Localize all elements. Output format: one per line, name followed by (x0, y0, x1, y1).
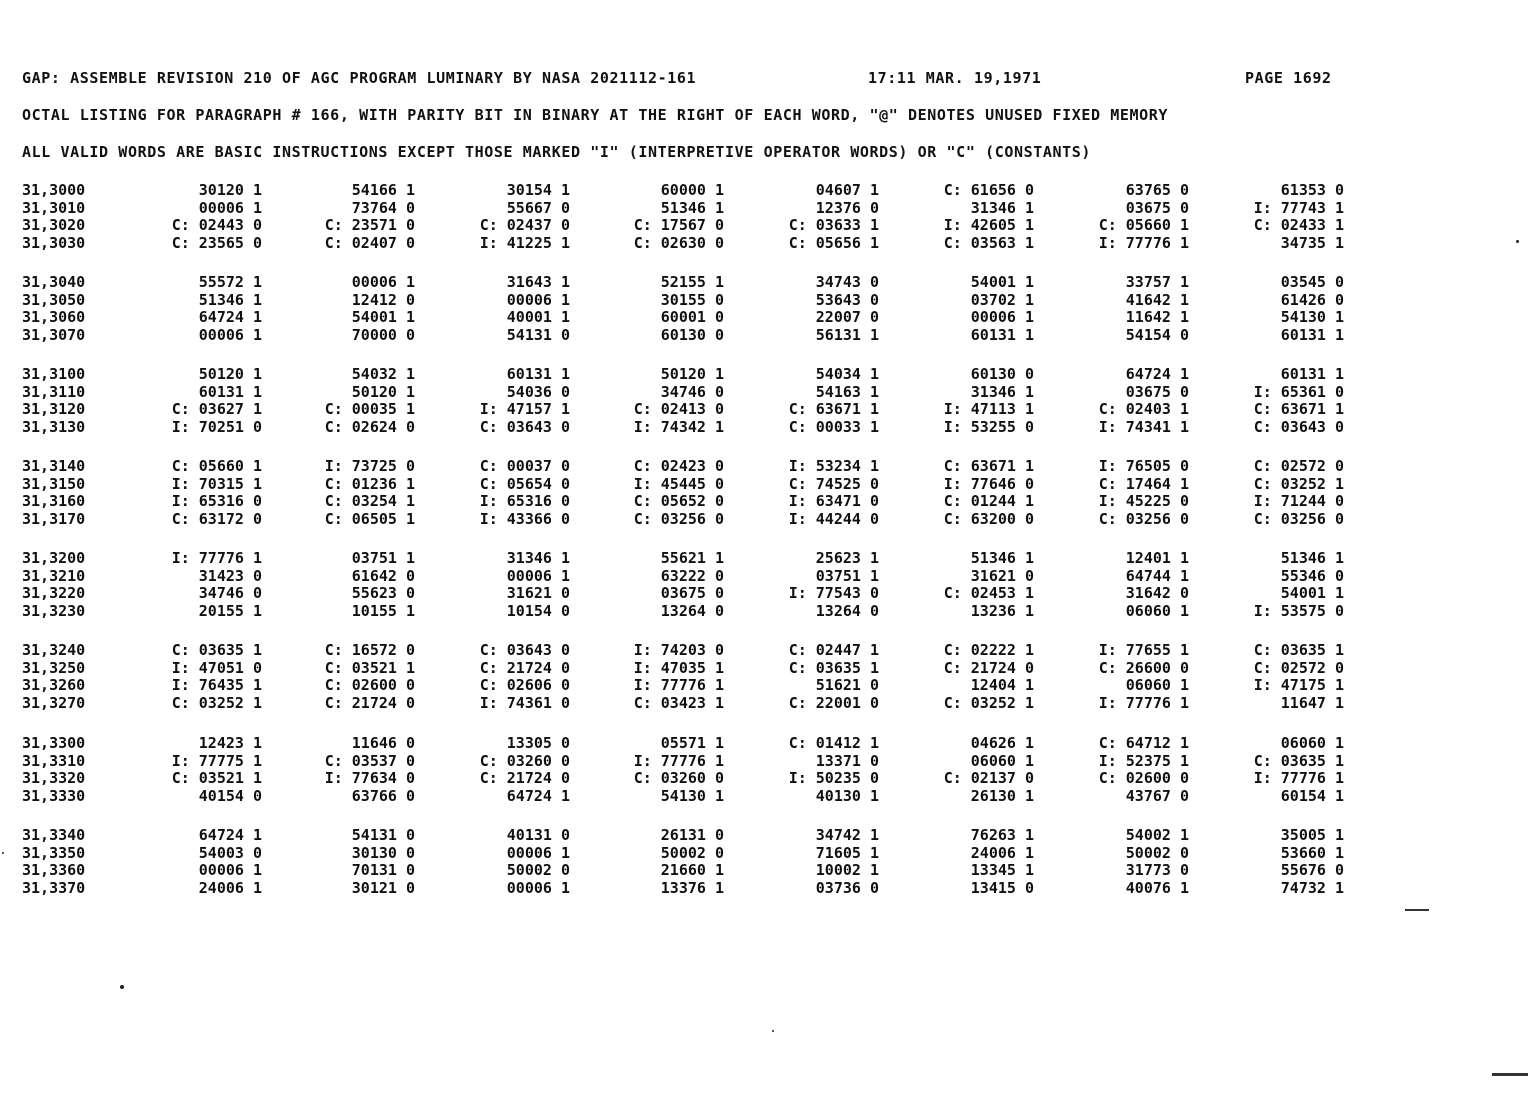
row-address: 31,3140 (22, 457, 86, 475)
octal-word: I: 45445 0 (633, 474, 724, 493)
octal-word: 00006 1 (506, 290, 570, 309)
octal-word: 25623 1 (815, 549, 879, 567)
octal-word: 40001 1 (506, 308, 570, 326)
octal-word: I: 77646 0 (943, 474, 1034, 493)
octal-word: C: 02407 0 (324, 233, 415, 252)
octal-word: 60130 0 (970, 365, 1034, 383)
octal-word: I: 77776 1 (633, 676, 724, 694)
octal-word: C: 03563 1 (943, 233, 1034, 252)
octal-word: 54001 1 (351, 308, 415, 326)
octal-word: 13236 1 (970, 601, 1034, 620)
octal-word: 54163 1 (815, 382, 879, 401)
octal-word: 61642 0 (351, 566, 415, 585)
octal-word: C: 02572 0 (1253, 457, 1344, 475)
octal-word: 31621 0 (970, 566, 1034, 585)
octal-word: C: 02606 0 (479, 676, 570, 694)
octal-word: 30154 1 (506, 181, 570, 199)
octal-word: C: 26600 0 (1098, 658, 1189, 677)
octal-word: I: 74203 0 (633, 641, 724, 659)
octal-word: I: 47113 1 (943, 400, 1034, 418)
octal-word: 03736 0 (815, 878, 879, 897)
octal-word: 54003 0 (198, 843, 262, 862)
octal-word: 03675 0 (660, 584, 724, 602)
octal-word: C: 03256 0 (1098, 509, 1189, 528)
octal-word: C: 16572 0 (324, 641, 415, 659)
row-address: 31,3260 (22, 676, 86, 694)
octal-word: C: 01412 1 (788, 734, 879, 752)
row-address: 31,3060 (22, 308, 86, 326)
octal-word: 64724 1 (1125, 365, 1189, 383)
octal-word: 34735 1 (1280, 233, 1344, 252)
octal-word: C: 06505 1 (324, 509, 415, 528)
octal-word: 04607 1 (815, 181, 879, 199)
octal-word: 60131 1 (970, 325, 1034, 344)
row-address: 31,3050 (22, 290, 86, 309)
octal-word: C: 21724 0 (943, 658, 1034, 677)
octal-word: C: 03252 1 (1253, 474, 1344, 493)
octal-word: 54001 1 (1280, 584, 1344, 602)
octal-word: I: 71244 0 (1253, 492, 1344, 510)
octal-word: 56131 1 (815, 325, 879, 344)
octal-word: C: 22001 0 (788, 693, 879, 712)
octal-word: 63765 0 (1125, 181, 1189, 199)
octal-word: I: 77775 1 (171, 751, 262, 770)
octal-word: 50002 0 (506, 861, 570, 879)
octal-word: C: 03423 1 (633, 693, 724, 712)
octal-word: C: 02600 0 (1098, 769, 1189, 787)
octal-word: 53643 0 (815, 290, 879, 309)
octal-word: C: 03260 0 (479, 751, 570, 770)
octal-word: 31346 1 (506, 549, 570, 567)
octal-word: 13415 0 (970, 878, 1034, 897)
octal-word: 40154 0 (198, 786, 262, 805)
octal-word: C: 63671 1 (788, 400, 879, 418)
octal-word: I: 74341 1 (1098, 417, 1189, 436)
header-assembly-line: GAP: ASSEMBLE REVISION 210 OF AGC PROGRAM LUMINARY BY NASA 2021112-161 (22, 69, 697, 87)
octal-word: C: 05660 1 (1098, 216, 1189, 234)
octal-word: I: 65316 0 (479, 492, 570, 510)
octal-word: C: 21724 0 (479, 658, 570, 677)
octal-word: C: 03252 1 (943, 693, 1034, 712)
octal-word: 20155 1 (198, 601, 262, 620)
octal-word: 41642 1 (1125, 290, 1189, 309)
octal-word: 22007 0 (815, 308, 879, 326)
octal-word: 54034 1 (815, 365, 879, 383)
octal-word: I: 74342 1 (633, 417, 724, 436)
octal-word: 50120 1 (351, 382, 415, 401)
octal-word: C: 23571 0 (324, 216, 415, 234)
octal-word: I: 53234 1 (788, 457, 879, 475)
octal-word: I: 53255 0 (943, 417, 1034, 436)
octal-word: 12404 1 (970, 676, 1034, 694)
octal-word: 40076 1 (1125, 878, 1189, 897)
row-address: 31,3150 (22, 474, 86, 493)
octal-word: 52155 1 (660, 273, 724, 291)
octal-word: 12401 1 (1125, 549, 1189, 567)
octal-word: C: 05660 1 (171, 457, 262, 475)
octal-word: I: 44244 0 (788, 509, 879, 528)
octal-word: I: 77776 1 (1098, 693, 1189, 712)
octal-word: C: 03521 1 (171, 769, 262, 787)
octal-word: C: 02453 1 (943, 584, 1034, 602)
scan-speck (772, 1030, 774, 1032)
octal-word: 31643 1 (506, 273, 570, 291)
row-address: 31,3230 (22, 601, 86, 620)
octal-word: C: 02443 0 (171, 216, 262, 234)
octal-word: I: 77776 1 (171, 549, 262, 567)
octal-word: 54131 0 (506, 325, 570, 344)
octal-word: 00006 1 (970, 308, 1034, 326)
row-address: 31,3300 (22, 734, 86, 752)
row-address: 31,3070 (22, 325, 86, 344)
octal-word: I: 50235 0 (788, 769, 879, 787)
row-address: 31,3130 (22, 417, 86, 436)
octal-word: 34746 0 (198, 584, 262, 602)
row-address: 31,3330 (22, 786, 86, 805)
octal-word: 10002 1 (815, 861, 879, 879)
octal-word: 40131 0 (506, 826, 570, 844)
octal-word: 35005 1 (1280, 826, 1344, 844)
octal-word: 00006 1 (198, 325, 262, 344)
octal-word: C: 02222 1 (943, 641, 1034, 659)
octal-word: C: 03635 1 (1253, 751, 1344, 770)
octal-word: 13376 1 (660, 878, 724, 897)
octal-word: C: 63671 1 (943, 457, 1034, 475)
octal-word: 73764 0 (351, 198, 415, 217)
octal-word: 55623 0 (351, 584, 415, 602)
octal-word: I: 76505 0 (1098, 457, 1189, 475)
octal-word: 30120 1 (198, 181, 262, 199)
octal-word: I: 70251 0 (171, 417, 262, 436)
octal-word: C: 03256 0 (1253, 509, 1344, 528)
octal-word: C: 02630 0 (633, 233, 724, 252)
octal-word: 54131 0 (351, 826, 415, 844)
row-address: 31,3030 (22, 233, 86, 252)
octal-word: 64724 1 (198, 308, 262, 326)
octal-word: I: 73725 0 (324, 457, 415, 475)
row-address: 31,3350 (22, 843, 86, 862)
octal-word: 10154 0 (506, 601, 570, 620)
octal-word: C: 02403 1 (1098, 400, 1189, 418)
octal-word: 55676 0 (1280, 861, 1344, 879)
octal-word: C: 03252 1 (171, 693, 262, 712)
octal-word: 06060 1 (1125, 601, 1189, 620)
row-address: 31,3370 (22, 878, 86, 897)
octal-word: I: 77776 1 (1253, 769, 1344, 787)
octal-word: C: 23565 0 (171, 233, 262, 252)
octal-word: 70131 0 (351, 861, 415, 879)
octal-word: 03751 1 (351, 549, 415, 567)
octal-word: 54001 1 (970, 273, 1034, 291)
octal-word: 06060 1 (1125, 676, 1189, 694)
octal-word: C: 02137 0 (943, 769, 1034, 787)
octal-word: I: 45225 0 (1098, 492, 1189, 510)
row-address: 31,3110 (22, 382, 86, 401)
octal-word: 54130 1 (660, 786, 724, 805)
octal-word: 50120 1 (198, 365, 262, 383)
octal-word: 00006 1 (506, 566, 570, 585)
octal-word: 60131 1 (506, 365, 570, 383)
row-address: 31,3040 (22, 273, 86, 291)
octal-word: 34742 1 (815, 826, 879, 844)
octal-word: 03751 1 (815, 566, 879, 585)
octal-word: I: 77776 1 (633, 751, 724, 770)
row-address: 31,3340 (22, 826, 86, 844)
octal-word: I: 77776 1 (1098, 233, 1189, 252)
octal-word: C: 74525 0 (788, 474, 879, 493)
scan-speck (2, 852, 4, 854)
scan-mark (1405, 909, 1429, 911)
octal-word: C: 03256 0 (633, 509, 724, 528)
row-address: 31,3120 (22, 400, 86, 418)
row-address: 31,3270 (22, 693, 86, 712)
octal-word: C: 02437 0 (479, 216, 570, 234)
octal-word: I: 77655 1 (1098, 641, 1189, 659)
octal-word: C: 00037 0 (479, 457, 570, 475)
octal-word: C: 63200 0 (943, 509, 1034, 528)
octal-word: C: 02447 1 (788, 641, 879, 659)
octal-word: I: 42605 1 (943, 216, 1034, 234)
octal-word: 40130 1 (815, 786, 879, 805)
octal-word: 03675 0 (1125, 198, 1189, 217)
octal-word: 54036 0 (506, 382, 570, 401)
octal-word: C: 03643 0 (479, 417, 570, 436)
octal-word: 54166 1 (351, 181, 415, 199)
octal-word: 55667 0 (506, 198, 570, 217)
row-address: 31,3360 (22, 861, 86, 879)
octal-word: 51346 1 (1280, 549, 1344, 567)
octal-word: C: 05654 0 (479, 474, 570, 493)
octal-word: C: 02572 0 (1253, 658, 1344, 677)
octal-word: 03675 0 (1125, 382, 1189, 401)
octal-word: C: 01244 1 (943, 492, 1034, 510)
octal-word: 64744 1 (1125, 566, 1189, 585)
octal-word: I: 65316 0 (171, 492, 262, 510)
octal-word: C: 03635 1 (1253, 641, 1344, 659)
row-address: 31,3200 (22, 549, 86, 567)
octal-word: 50002 0 (660, 843, 724, 862)
octal-word: C: 02624 0 (324, 417, 415, 436)
octal-word: 54130 1 (1280, 308, 1344, 326)
octal-word: I: 47157 1 (479, 400, 570, 418)
octal-word: 31423 0 (198, 566, 262, 585)
octal-word: I: 65361 0 (1253, 382, 1344, 401)
octal-word: I: 47051 0 (171, 658, 262, 677)
octal-word: 05571 1 (660, 734, 724, 752)
octal-word: C: 64712 1 (1098, 734, 1189, 752)
octal-word: 13371 0 (815, 751, 879, 770)
octal-word: C: 00035 1 (324, 400, 415, 418)
octal-word: I: 52375 1 (1098, 751, 1189, 770)
octal-word: C: 03254 1 (324, 492, 415, 510)
octal-word: 12376 0 (815, 198, 879, 217)
octal-word: C: 03537 0 (324, 751, 415, 770)
octal-word: 26131 0 (660, 826, 724, 844)
scan-mark (1492, 1073, 1528, 1076)
row-address: 31,3170 (22, 509, 86, 528)
octal-word: I: 47175 1 (1253, 676, 1344, 694)
octal-word: 34746 0 (660, 382, 724, 401)
octal-word: 51346 1 (970, 549, 1034, 567)
octal-word: 24006 1 (970, 843, 1034, 862)
octal-word: 12423 1 (198, 734, 262, 752)
octal-word: C: 03643 0 (1253, 417, 1344, 436)
header-octal-listing-line: OCTAL LISTING FOR PARAGRAPH # 166, WITH PARITY BIT IN BINARY AT THE RIGHT OF EACH WORD, "@" DENOTES UNUSED FIXED MEMORY (22, 106, 1169, 124)
octal-word: C: 03635 1 (788, 658, 879, 677)
octal-word: 04626 1 (970, 734, 1034, 752)
octal-word: 24006 1 (198, 878, 262, 897)
octal-word: C: 02600 0 (324, 676, 415, 694)
octal-word: 30130 0 (351, 843, 415, 862)
octal-word: 12412 0 (351, 290, 415, 309)
octal-word: 00006 1 (506, 878, 570, 897)
octal-word: 74732 1 (1280, 878, 1344, 897)
octal-word: C: 17464 1 (1098, 474, 1189, 493)
row-address: 31,3100 (22, 365, 86, 383)
row-address: 31,3210 (22, 566, 86, 585)
header-timestamp: 17:11 MAR. 19,1971 (868, 69, 1042, 87)
row-address: 31,3250 (22, 658, 86, 677)
octal-word: 30121 0 (351, 878, 415, 897)
octal-word: 00006 1 (351, 273, 415, 291)
octal-word: I: 53575 0 (1253, 601, 1344, 620)
octal-word: C: 03260 0 (633, 769, 724, 787)
octal-word: 70000 0 (351, 325, 415, 344)
octal-word: 43767 0 (1125, 786, 1189, 805)
octal-word: 06060 1 (970, 751, 1034, 770)
octal-word: 31346 1 (970, 382, 1034, 401)
octal-word: 61426 0 (1280, 290, 1344, 309)
row-address: 31,3020 (22, 216, 86, 234)
octal-word: C: 03627 1 (171, 400, 262, 418)
octal-word: C: 00033 1 (788, 417, 879, 436)
octal-word: 55346 0 (1280, 566, 1344, 585)
octal-word: C: 05652 0 (633, 492, 724, 510)
octal-word: 00006 1 (198, 198, 262, 217)
octal-word: C: 03633 1 (788, 216, 879, 234)
row-address: 31,3160 (22, 492, 86, 510)
octal-word: 60001 0 (660, 308, 724, 326)
octal-word: 00006 1 (198, 861, 262, 879)
octal-word: 50002 0 (1125, 843, 1189, 862)
scan-speck (1516, 240, 1519, 243)
octal-word: I: 41225 1 (479, 233, 570, 252)
octal-word: 11646 0 (351, 734, 415, 752)
octal-word: I: 63471 0 (788, 492, 879, 510)
octal-word: 63222 0 (660, 566, 724, 585)
octal-word: 10155 1 (351, 601, 415, 620)
octal-word: 13264 0 (660, 601, 724, 620)
octal-word: C: 01236 1 (324, 474, 415, 493)
octal-word: C: 21724 0 (324, 693, 415, 712)
octal-word: 63766 0 (351, 786, 415, 805)
octal-word: 30155 0 (660, 290, 724, 309)
octal-word: 53660 1 (1280, 843, 1344, 862)
octal-word: 31773 0 (1125, 861, 1189, 879)
octal-word: I: 43366 0 (479, 509, 570, 528)
octal-word: I: 70315 1 (171, 474, 262, 493)
octal-word: 54002 1 (1125, 826, 1189, 844)
octal-word: C: 03521 1 (324, 658, 415, 677)
octal-word: 51346 1 (198, 290, 262, 309)
octal-word: 50120 1 (660, 365, 724, 383)
octal-word: 55621 1 (660, 549, 724, 567)
octal-word: 31621 0 (506, 584, 570, 602)
octal-word: C: 02423 0 (633, 457, 724, 475)
octal-word: 71605 1 (815, 843, 879, 862)
octal-word: 13305 0 (506, 734, 570, 752)
octal-word: I: 77543 0 (788, 584, 879, 602)
octal-word: 60000 1 (660, 181, 724, 199)
octal-word: C: 61656 0 (943, 181, 1034, 199)
octal-word: C: 05656 1 (788, 233, 879, 252)
row-address: 31,3240 (22, 641, 86, 659)
octal-word: 51621 0 (815, 676, 879, 694)
row-address: 31,3320 (22, 769, 86, 787)
octal-word: C: 63172 0 (171, 509, 262, 528)
octal-word: 60130 0 (660, 325, 724, 344)
octal-word: 26130 1 (970, 786, 1034, 805)
octal-word: 54032 1 (351, 365, 415, 383)
octal-word: 64724 1 (198, 826, 262, 844)
octal-word: 51346 1 (660, 198, 724, 217)
octal-word: C: 21724 0 (479, 769, 570, 787)
octal-word: 21660 1 (660, 861, 724, 879)
octal-word: 34743 0 (815, 273, 879, 291)
octal-word: 76263 1 (970, 826, 1034, 844)
octal-word: 03545 0 (1280, 273, 1344, 291)
octal-word: C: 63671 1 (1253, 400, 1344, 418)
octal-word: 31346 1 (970, 198, 1034, 217)
header-page-number: PAGE 1692 (1245, 69, 1332, 87)
octal-word: 55572 1 (198, 273, 262, 291)
octal-word: I: 74361 0 (479, 693, 570, 712)
octal-word: C: 03643 0 (479, 641, 570, 659)
octal-word: 61353 0 (1280, 181, 1344, 199)
octal-word: 00006 1 (506, 843, 570, 862)
octal-word: 54154 0 (1125, 325, 1189, 344)
octal-word: I: 77634 0 (324, 769, 415, 787)
scan-speck (120, 985, 124, 989)
octal-word: 33757 1 (1125, 273, 1189, 291)
octal-word: 03702 1 (970, 290, 1034, 309)
octal-word: 11642 1 (1125, 308, 1189, 326)
octal-word: 60131 1 (1280, 365, 1344, 383)
header-valid-words-line: ALL VALID WORDS ARE BASIC INSTRUCTIONS EXCEPT THOSE MARKED "I" (INTERPRETIVE OPERATOR WORDS) OR "C" (CONSTANTS) (22, 143, 1092, 161)
octal-word: 31642 0 (1125, 584, 1189, 602)
octal-word: 11647 1 (1280, 693, 1344, 712)
octal-word: 60131 1 (1280, 325, 1344, 344)
octal-word: C: 03635 1 (171, 641, 262, 659)
octal-word: 64724 1 (506, 786, 570, 805)
row-address: 31,3310 (22, 751, 86, 770)
row-address: 31,3010 (22, 198, 86, 217)
octal-word: 13345 1 (970, 861, 1034, 879)
octal-word: 60131 1 (198, 382, 262, 401)
octal-word: C: 17567 0 (633, 216, 724, 234)
octal-word: C: 02433 1 (1253, 216, 1344, 234)
octal-word: I: 77743 1 (1253, 198, 1344, 217)
octal-word: I: 47035 1 (633, 658, 724, 677)
row-address: 31,3000 (22, 181, 86, 199)
octal-word: 13264 0 (815, 601, 879, 620)
octal-word: C: 02413 0 (633, 400, 724, 418)
octal-word: 06060 1 (1280, 734, 1344, 752)
row-address: 31,3220 (22, 584, 86, 602)
octal-word: 60154 1 (1280, 786, 1344, 805)
octal-word: I: 76435 1 (171, 676, 262, 694)
